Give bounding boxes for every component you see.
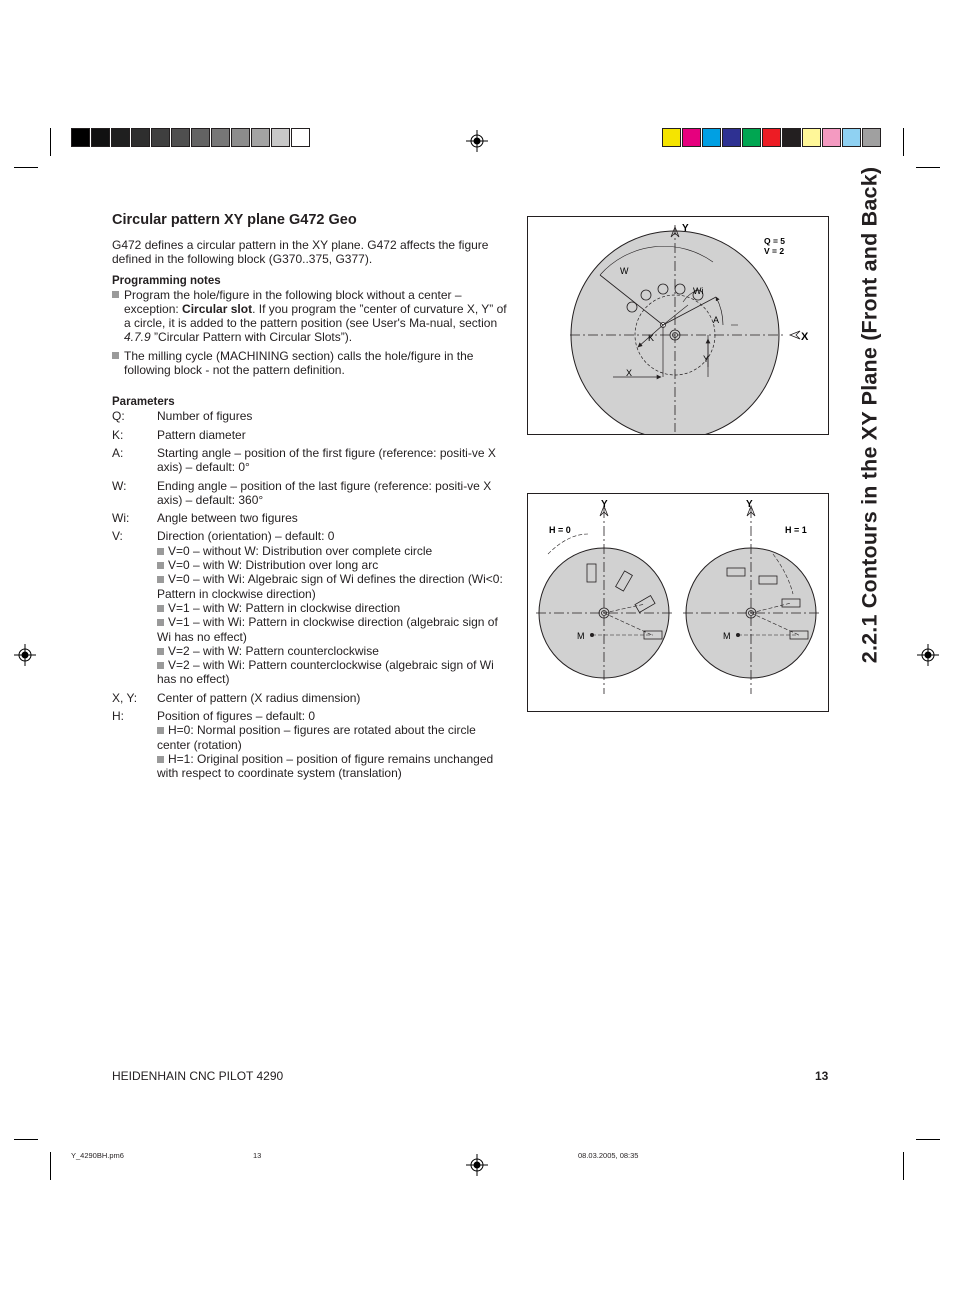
calibration-swatch [191, 128, 210, 147]
slug-filename: Y_4290BH.pm6 [71, 1151, 124, 1160]
v-option: V=1 – with W: Pattern in clockwise direction [157, 601, 512, 615]
registration-mark-bottom [466, 1154, 488, 1176]
crop-mark-tl-v [50, 128, 51, 156]
slug-date: 08.03.2005, 08:35 [578, 1151, 639, 1160]
calibration-swatch [742, 128, 761, 147]
bullet-square-icon [112, 352, 119, 359]
fig2-h1-label: H = 1 [785, 525, 807, 535]
circular-slot-term: Circular slot [182, 301, 253, 316]
v-option: V=0 – with W: Distribution over long arc [157, 558, 512, 572]
fig1-x-dim-label: X [626, 368, 633, 378]
fig1-v-label: V = 2 [764, 246, 785, 256]
fig1-y-axis-label: Y [682, 223, 689, 234]
param-w: W: Ending angle – position of the last figure (reference: positi-ve X axis) – default: 360° [112, 478, 492, 507]
param-k: K: Pattern diameter [112, 427, 246, 442]
calibration-swatch [682, 128, 701, 147]
calibration-swatch [91, 128, 110, 147]
fig1-wi-label: Wi [693, 286, 704, 296]
calibration-swatch [762, 128, 781, 147]
calibration-swatch [822, 128, 841, 147]
h-option: H=0: Normal position – figures are rotated about the circle center (rotation) [157, 723, 476, 752]
calibration-swatch [211, 128, 230, 147]
fig1-k-label: K [648, 333, 655, 343]
calibration-swatch [782, 128, 801, 147]
fig2-m-right-label: M [723, 631, 731, 641]
crop-mark-bl-v [50, 1152, 51, 1180]
h-option: H=1: Original position – position of figure remains unchanged with respect to coordinate system (translation) [157, 751, 494, 781]
calibration-swatch [131, 128, 150, 147]
registration-mark-left [14, 644, 36, 666]
calibration-swatch [231, 128, 250, 147]
fig2-h0-label: H = 0 [549, 525, 571, 535]
calibration-swatch [702, 128, 721, 147]
v-option: V=0 – with Wi: Algebraic sign of Wi defines the direction (Wi<0: Pattern in clockwise direction) [157, 572, 503, 601]
fig1-q-label: Q = 5 [764, 236, 786, 246]
section-title: Circular pattern XY plane G472 Geo [112, 212, 357, 228]
registration-mark-right [917, 644, 939, 666]
param-q: Q: Number of figures [112, 409, 253, 424]
crop-mark-br-h [916, 1139, 940, 1140]
calibration-swatch [271, 128, 290, 147]
footer-manual-name: HEIDENHAIN CNC PILOT 4290 [112, 1069, 284, 1083]
calibration-swatch [71, 128, 90, 147]
figure-circular-pattern [527, 216, 829, 435]
crop-mark-br-v [903, 1152, 904, 1180]
programming-note-2: The milling cycle (MACHINING section) calls the hole/figure in the following block - not the pattern definition. [112, 349, 512, 378]
fig2-m-left-label: M [577, 631, 585, 641]
fig1-w-label: W [620, 266, 629, 276]
fig1-a-label: A [713, 315, 720, 325]
param-h: H: Position of figures – default: 0 H=0: Normal position – figures are rotated about the circle center (rotation) H=1: Original position – position of figure remains unchanged with respect to coordinate system (translation) [112, 709, 512, 780]
param-wi: Wi: Angle between two figures [112, 511, 298, 526]
calibration-swatch [111, 128, 130, 147]
programming-note-1: Program the hole/figure in the following block without a center – exception: Circular slot. If you program the ”center of curvature X, Y” of a circle, it is added to the pattern position (see User's Ma-nual, section 4.7.9 ”Circular Pattern with Circular Slots”). [112, 288, 512, 345]
fig1-x-axis-label: X [801, 331, 809, 343]
calibration-swatch [662, 128, 681, 147]
calibration-swatch [171, 128, 190, 147]
crop-mark-tr-h [916, 167, 940, 168]
figure-position-modes [527, 493, 829, 712]
crop-mark-bl-h [14, 1139, 38, 1140]
bullet-square-icon [112, 291, 119, 298]
v-option: V=2 – with Wi: Pattern counterclockwise (algebraic sign of Wi has no effect) [157, 658, 494, 687]
footer-page-number: 13 [815, 1069, 829, 1083]
calibration-swatch [802, 128, 821, 147]
calibration-swatch [722, 128, 741, 147]
param-a: A: Starting angle – position of the first figure (reference: positi-ve X axis) – default: 0° [112, 445, 496, 475]
fig1-y-dim-label: Y [703, 354, 710, 364]
section-ref: 4.7.9 [124, 330, 151, 345]
parameters-heading: Parameters [112, 396, 175, 409]
v-option: V=2 – with W: Pattern counterclockwise [157, 644, 512, 658]
param-xy: X, Y: Center of pattern (X radius dimension) [112, 690, 361, 705]
v-option: V=0 – without W: Distribution over complete circle [157, 544, 512, 558]
param-v: V: Direction (orientation) – default: 0 V=0 – without W: Distribution over complete circle V=0 – with W: Distribution over long arc V=0 – with Wi: Algebraic sign of Wi defines the direction (Wi<0: Pattern in clockwise direction) V=1 – with W: Pattern in clockwise direction V=1 – with Wi: Pattern in clockwise direction (algebraic sign of Wi has no effect) V=2 – with W: Pattern counterclockwise V=2 – with Wi: Pattern counterclockwise (algebraic sign of Wi has no effect) [112, 529, 512, 686]
calibration-swatch [291, 128, 310, 147]
fig2-y-left-label: Y [601, 499, 608, 510]
slug-page: 13 [253, 1151, 262, 1160]
chapter-sidebar-title: 2.2.1 Contours in the XY Plane (Front and Back) [857, 166, 882, 664]
programming-notes-heading: Programming notes [112, 274, 221, 287]
crop-mark-tr-v [903, 128, 904, 156]
main-content [112, 212, 512, 785]
v-option: V=1 – with Wi: Pattern in clockwise direction (algebraic sign of Wi has no effect) [157, 615, 498, 644]
registration-mark-top [466, 130, 488, 152]
crop-mark-tl-h [14, 167, 38, 168]
calibration-swatch [151, 128, 170, 147]
calibration-swatch [251, 128, 270, 147]
intro-paragraph: G472 defines a circular pattern in the XY plane. G472 affects the figure defined in the following block (G370..375, G377). [112, 238, 489, 267]
fig2-y-right-label: Y [746, 499, 753, 510]
